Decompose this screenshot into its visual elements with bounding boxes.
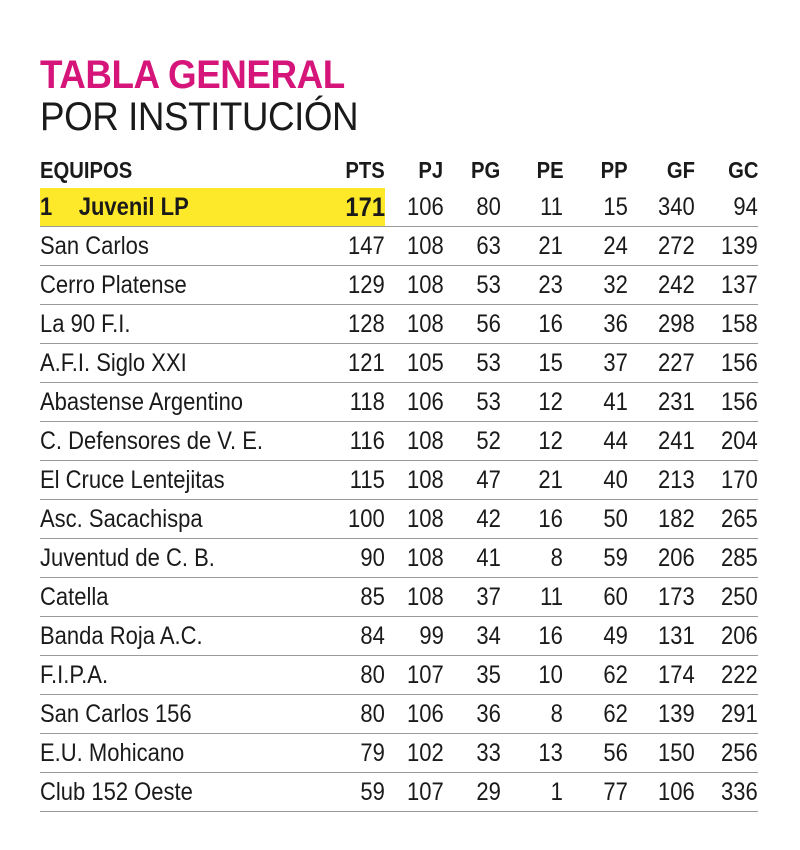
team-cell <box>40 227 334 266</box>
gc-cell: 256 <box>695 734 758 773</box>
gc-cell: 156 <box>695 344 758 383</box>
pg-cell: 80 <box>444 188 501 227</box>
pg-cell: 37 <box>444 578 501 617</box>
pg-cell: 53 <box>444 344 501 383</box>
pe-cell: 8 <box>500 539 563 578</box>
gf-cell: 298 <box>628 305 695 344</box>
gf-cell: 173 <box>628 578 695 617</box>
pp-cell: 56 <box>563 734 628 773</box>
pts-cell: 128 <box>334 305 385 344</box>
pp-cell: 24 <box>563 227 628 266</box>
gf-cell: 206 <box>628 539 695 578</box>
pj-cell: 108 <box>385 500 444 539</box>
table-header-row <box>40 152 758 188</box>
team-name: C. Defensores de V. E. <box>40 426 263 455</box>
pg-cell: 42 <box>444 500 501 539</box>
team-name: San Carlos <box>40 231 149 260</box>
table-row <box>40 461 758 500</box>
pe-cell: 13 <box>500 734 563 773</box>
header-gc: GC <box>727 156 758 183</box>
gf-cell: 106 <box>628 773 695 812</box>
pp-cell: 41 <box>563 383 628 422</box>
gc-cell: 137 <box>695 266 758 305</box>
header-pe: PE <box>536 156 564 183</box>
table-row <box>40 266 758 305</box>
team-name: El Cruce Lentejitas <box>40 465 225 494</box>
pts-cell: 116 <box>334 422 385 461</box>
pp-cell: 60 <box>563 578 628 617</box>
gf-cell: 241 <box>628 422 695 461</box>
gf-cell: 231 <box>628 383 695 422</box>
gc-cell: 285 <box>695 539 758 578</box>
table-row <box>40 383 758 422</box>
pe-cell: 8 <box>500 695 563 734</box>
gc-cell: 204 <box>695 422 758 461</box>
pg-cell: 52 <box>444 422 501 461</box>
pp-cell: 62 <box>563 695 628 734</box>
pg-cell: 53 <box>444 383 501 422</box>
pts-cell: 121 <box>334 344 385 383</box>
team-name: La 90 F.I. <box>40 309 131 338</box>
pp-cell: 49 <box>563 617 628 656</box>
header-pj: PJ <box>418 156 444 183</box>
pp-cell: 44 <box>563 422 628 461</box>
table-row <box>40 305 758 344</box>
pg-cell: 35 <box>444 656 501 695</box>
pe-cell: 12 <box>500 422 563 461</box>
pts-cell: 147 <box>334 227 385 266</box>
pe-cell: 21 <box>500 227 563 266</box>
team-cell <box>40 617 334 656</box>
pj-cell: 102 <box>385 734 444 773</box>
pp-cell: 32 <box>563 266 628 305</box>
gc-cell: 94 <box>695 188 758 227</box>
pe-cell: 11 <box>500 188 563 227</box>
table-row <box>40 734 758 773</box>
table-row <box>40 344 758 383</box>
header-pp: PP <box>601 156 629 183</box>
header-team: EQUIPOS <box>40 156 133 183</box>
gf-cell: 131 <box>628 617 695 656</box>
table-row <box>40 227 758 266</box>
gc-cell: 158 <box>695 305 758 344</box>
table-row <box>40 188 758 227</box>
pts-cell: 129 <box>334 266 385 305</box>
pe-cell: 23 <box>500 266 563 305</box>
pe-cell: 16 <box>500 305 563 344</box>
pg-cell: 36 <box>444 695 501 734</box>
team-cell <box>40 734 334 773</box>
pp-cell: 36 <box>563 305 628 344</box>
pe-cell: 16 <box>500 500 563 539</box>
gf-cell: 227 <box>628 344 695 383</box>
pg-cell: 41 <box>444 539 501 578</box>
team-cell <box>40 578 334 617</box>
team-name: Juventud de C. B. <box>40 543 215 572</box>
table-row <box>40 695 758 734</box>
pp-cell: 40 <box>563 461 628 500</box>
pg-cell: 33 <box>444 734 501 773</box>
pj-cell: 106 <box>385 383 444 422</box>
table-body <box>40 188 758 812</box>
pj-cell: 106 <box>385 695 444 734</box>
team-name: Banda Roja A.C. <box>40 621 203 650</box>
gf-cell: 174 <box>628 656 695 695</box>
header-gf: GF <box>666 156 696 183</box>
team-cell <box>40 305 334 344</box>
pts-cell: 90 <box>334 539 385 578</box>
gc-cell: 156 <box>695 383 758 422</box>
pj-cell: 107 <box>385 656 444 695</box>
header-pts: PTS <box>345 156 385 183</box>
team-name: San Carlos 156 <box>40 699 192 728</box>
pe-cell: 1 <box>500 773 563 812</box>
team-name: F.I.P.A. <box>40 660 109 689</box>
pj-cell: 106 <box>385 188 444 227</box>
team-cell <box>40 539 334 578</box>
pts-cell: 85 <box>334 578 385 617</box>
team-name: Asc. Sacachispa <box>40 504 203 533</box>
pg-cell: 47 <box>444 461 501 500</box>
table-row <box>40 578 758 617</box>
table-row <box>40 422 758 461</box>
pts-cell: 100 <box>334 500 385 539</box>
gc-cell: 170 <box>695 461 758 500</box>
pj-cell: 108 <box>385 578 444 617</box>
pe-cell: 11 <box>500 578 563 617</box>
pp-cell: 77 <box>563 773 628 812</box>
header-pg: PG <box>471 156 501 183</box>
pp-cell: 59 <box>563 539 628 578</box>
pts-cell: 171 <box>334 188 385 227</box>
gf-cell: 150 <box>628 734 695 773</box>
team-cell <box>40 461 334 500</box>
pp-cell: 50 <box>563 500 628 539</box>
team-cell <box>40 188 334 227</box>
pts-cell: 79 <box>334 734 385 773</box>
team-name: A.F.I. Siglo XXI <box>40 348 187 377</box>
standings-panel <box>40 54 758 812</box>
title-main: TABLA GENERAL <box>40 53 345 97</box>
pg-cell: 63 <box>444 227 501 266</box>
pj-cell: 108 <box>385 461 444 500</box>
gf-cell: 139 <box>628 695 695 734</box>
table-row <box>40 500 758 539</box>
gf-cell: 242 <box>628 266 695 305</box>
team-cell <box>40 656 334 695</box>
pe-cell: 12 <box>500 383 563 422</box>
standings-table <box>40 152 758 812</box>
gf-cell: 272 <box>628 227 695 266</box>
team-name: Club 152 Oeste <box>40 777 193 806</box>
team-name: Abastense Argentino <box>40 387 244 416</box>
pp-cell: 62 <box>563 656 628 695</box>
pp-cell: 15 <box>563 188 628 227</box>
pj-cell: 108 <box>385 539 444 578</box>
gc-cell: 206 <box>695 617 758 656</box>
table-row <box>40 773 758 812</box>
gf-cell: 182 <box>628 500 695 539</box>
pts-cell: 115 <box>334 461 385 500</box>
pg-cell: 53 <box>444 266 501 305</box>
pg-cell: 29 <box>444 773 501 812</box>
team-name: E.U. Mohicano <box>40 738 185 767</box>
gc-cell: 291 <box>695 695 758 734</box>
team-cell <box>40 422 334 461</box>
gc-cell: 250 <box>695 578 758 617</box>
pj-cell: 107 <box>385 773 444 812</box>
gc-cell: 265 <box>695 500 758 539</box>
pts-cell: 59 <box>334 773 385 812</box>
pe-cell: 16 <box>500 617 563 656</box>
pe-cell: 15 <box>500 344 563 383</box>
pp-cell: 37 <box>563 344 628 383</box>
team-cell <box>40 695 334 734</box>
pj-cell: 108 <box>385 305 444 344</box>
pg-cell: 56 <box>444 305 501 344</box>
pj-cell: 99 <box>385 617 444 656</box>
team-cell <box>40 500 334 539</box>
team-cell <box>40 266 334 305</box>
rank-number: 1 <box>40 192 53 221</box>
pj-cell: 108 <box>385 227 444 266</box>
pj-cell: 105 <box>385 344 444 383</box>
team-name: Catella <box>40 582 109 611</box>
pg-cell: 34 <box>444 617 501 656</box>
pts-cell: 80 <box>334 656 385 695</box>
pe-cell: 21 <box>500 461 563 500</box>
pts-cell: 80 <box>334 695 385 734</box>
team-cell <box>40 383 334 422</box>
pts-cell: 118 <box>334 383 385 422</box>
table-row <box>40 539 758 578</box>
pj-cell: 108 <box>385 422 444 461</box>
title-sub: POR INSTITUCIÓN <box>40 95 359 139</box>
table-row <box>40 617 758 656</box>
team-name: Cerro Platense <box>40 270 187 299</box>
gf-cell: 213 <box>628 461 695 500</box>
pts-cell: 84 <box>334 617 385 656</box>
team-cell <box>40 344 334 383</box>
team-name: Juvenil LP <box>78 192 189 221</box>
team-cell <box>40 773 334 812</box>
pe-cell: 10 <box>500 656 563 695</box>
gc-cell: 336 <box>695 773 758 812</box>
pj-cell: 108 <box>385 266 444 305</box>
gc-cell: 222 <box>695 656 758 695</box>
gc-cell: 139 <box>695 227 758 266</box>
table-row <box>40 656 758 695</box>
gf-cell: 340 <box>628 188 695 227</box>
